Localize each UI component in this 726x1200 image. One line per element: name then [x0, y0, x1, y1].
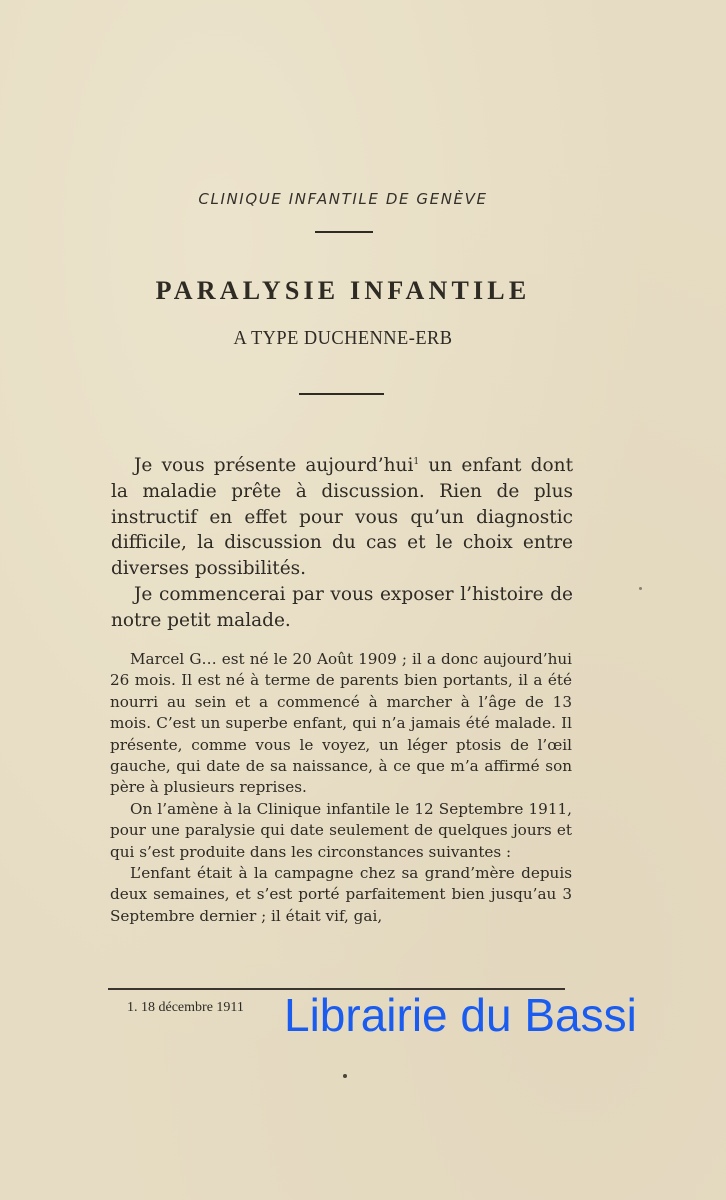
article-title: PARALYSIE INFANTILE — [155, 276, 531, 305]
title-divider — [299, 393, 384, 395]
body-paragraph: On l’amène à la Clinique infantile le 12 Septembre 1911, pour une paralysie qui date seulement de quelques jours et qui s’est produite dans les circonstances suivantes : — [110, 799, 572, 861]
intro-text-start: Je vous présente aujourd’hui — [134, 455, 414, 476]
clinic-header: CLINIQUE INFANTILE DE GENÈVE — [198, 190, 488, 208]
intro-section — [111, 450, 573, 634]
paper-speck — [343, 1074, 347, 1078]
intro-paragraph — [111, 450, 573, 582]
body-paragraph: Marcel G… est né le 20 Août 1909 ; il a donc aujourd’hui 26 mois. Il est né à terme de parents bien portants, il a été nourri au sein et a commencé à marcher à l’âge de 13 mois. C’est un superbe enfant, qui n’a jamais été malade. Il présente, comme vous le voyez, un léger ptosis de l’œil gauche, qui date de sa naissance, à ce que m’a affirmé son père à plusieurs reprises. — [110, 650, 572, 797]
watermark: Librairie du Bassi — [284, 989, 637, 1041]
intro-paragraph: Je commencerai par vous exposer l’histoire de notre petit malade. — [111, 583, 573, 631]
intro-text-end: un enfant dont la maladie prête à discussion. Rien de plus instructif en effet pour vous qu’un diagnostic difficile, la discussion du cas et le choix entre diverses possibilités. — [111, 455, 573, 580]
footnote: 1. 18 décembre 1911 — [127, 1000, 244, 1015]
paper-speck — [639, 587, 642, 590]
body-paragraph: L’enfant était à la campagne chez sa grand’mère depuis deux semaines, et s’est porté parfaitement bien jusqu’au 3 Septembre dernier ; il était vif, gai, — [110, 864, 572, 925]
footnote-marker: 1 — [413, 457, 420, 467]
article-subtitle: A TYPE DUCHENNE-ERB — [233, 327, 453, 349]
header-divider — [315, 231, 373, 233]
body-section — [110, 649, 572, 927]
